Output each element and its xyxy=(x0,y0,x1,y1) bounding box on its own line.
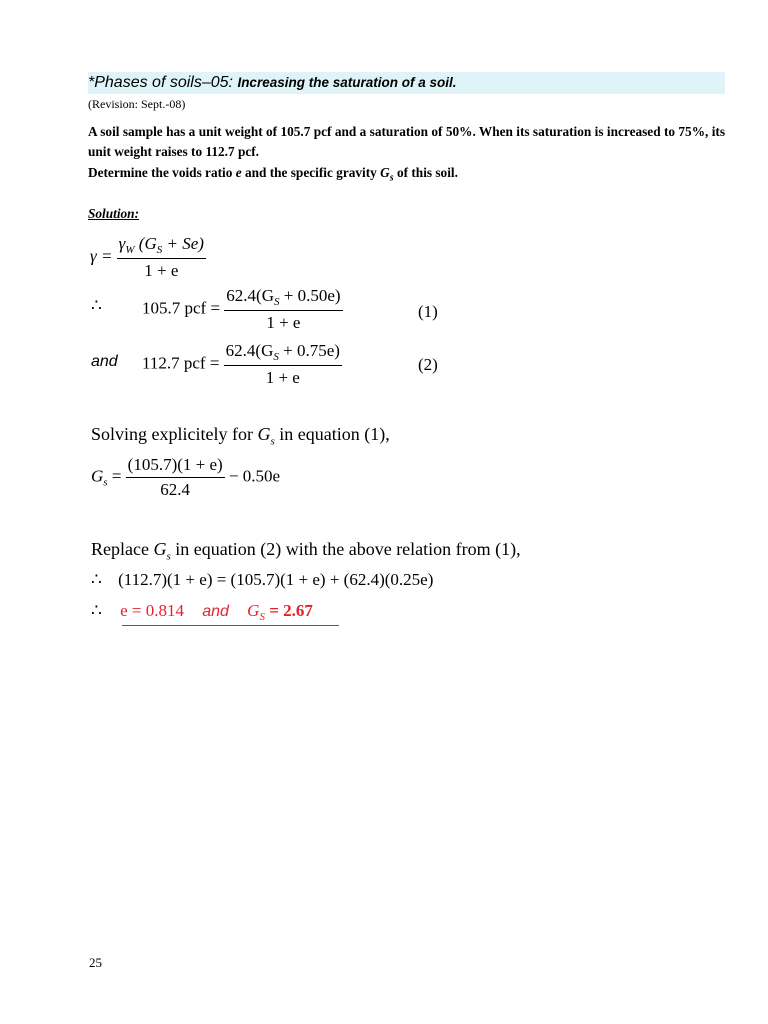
result-and: and xyxy=(202,603,229,620)
gs-fraction xyxy=(126,455,225,500)
eq0-numerator xyxy=(117,234,206,259)
replace-g: G xyxy=(153,539,167,559)
eq1-num-tail: + 0.50e) xyxy=(279,286,341,305)
eq0-gw-sub: W xyxy=(125,244,135,256)
eq0-gs-sub: S xyxy=(156,244,163,256)
result-e: e = 0.814 xyxy=(120,601,184,620)
equation-1-therefore: ∴ xyxy=(91,296,102,315)
eq1-denominator: 1 + e xyxy=(266,313,301,332)
replace-suffix: in equation (2) with the above relation from (1), xyxy=(170,539,521,559)
eq1-num-sub: S xyxy=(274,296,280,308)
determine-prefix: Determine the voids ratio xyxy=(88,165,236,180)
eq1-fraction xyxy=(224,286,342,333)
result-gs xyxy=(247,601,313,623)
eq0-fraction xyxy=(117,234,206,281)
unit-weight-equation xyxy=(90,234,206,281)
determine-middle: and the specific gravity xyxy=(241,165,381,180)
replace-therefore: ∴ xyxy=(91,570,102,589)
eq0-gw: γ xyxy=(118,234,126,253)
eq2-fraction xyxy=(224,341,342,388)
title-sub: Increasing the saturation of a soil. xyxy=(237,75,457,90)
replace-prefix: Replace xyxy=(91,539,154,559)
eq2-lhs: 112.7 pcf = xyxy=(142,353,220,373)
eq0-gs: (G xyxy=(134,234,157,253)
replace-g-sub: s xyxy=(166,550,171,563)
eq2-num: 62.4(G xyxy=(225,341,274,360)
solution-label: Solution: xyxy=(88,206,139,221)
eq1-numerator xyxy=(224,286,342,311)
replace-equation xyxy=(91,570,433,590)
gs-numerator: (105.7)(1 + e) xyxy=(126,455,225,478)
result-g-value: = 2.67 xyxy=(264,601,313,620)
solve-heading xyxy=(91,424,390,448)
result-therefore: ∴ xyxy=(91,601,102,620)
eq2-numerator xyxy=(224,341,342,366)
solve-g: G xyxy=(257,424,271,444)
eq2-num-tail: + 0.75e) xyxy=(278,341,340,360)
result-g-sub: S xyxy=(259,611,265,623)
eq0-tail: + Se) xyxy=(162,234,204,253)
title-main: *Phases of soils–05: xyxy=(88,74,233,91)
result-g: G xyxy=(247,601,260,620)
determine-statement xyxy=(88,165,458,184)
eq1-lhs: 105.7 pcf = xyxy=(142,298,221,318)
eq2-denominator: 1 + e xyxy=(265,368,300,387)
solve-suffix: in equation (1), xyxy=(274,424,390,444)
gs-eq: = xyxy=(107,466,122,486)
determine-e: e xyxy=(235,165,242,180)
gs-denominator: 62.4 xyxy=(160,480,191,499)
page-number: 25 xyxy=(89,955,102,970)
solve-g-sub: s xyxy=(270,435,275,448)
eq0-lhs: γ = xyxy=(90,246,113,266)
determine-suffix: of this soil. xyxy=(393,165,458,180)
solve-prefix: Solving explicitely for xyxy=(91,424,258,444)
equation-1-label: (1) xyxy=(418,302,438,321)
eq1-num: 62.4(G xyxy=(226,286,274,305)
determine-g: G xyxy=(380,165,390,180)
equation-2 xyxy=(142,341,342,388)
determine-g-sub: s xyxy=(389,172,394,184)
page-title xyxy=(88,72,725,94)
eq2-num-sub: S xyxy=(273,351,279,363)
gs-lhs-sub: s xyxy=(103,476,108,489)
result-line xyxy=(91,601,313,623)
gs-equation xyxy=(91,455,280,500)
eq0-denominator: 1 + e xyxy=(144,261,179,280)
equation-2-label: (2) xyxy=(418,355,438,374)
revision-note: (Revision: Sept.-08) xyxy=(88,97,186,111)
result-underline xyxy=(122,625,339,626)
replace-equation-text: (112.7)(1 + e) = (105.7)(1 + e) + (62.4)(0.25e) xyxy=(118,570,434,589)
equation-1 xyxy=(142,286,343,333)
gs-lhs: G xyxy=(91,466,104,486)
equation-2-and: and xyxy=(91,353,118,370)
problem-statement: A soil sample has a unit weight of 105.7 pcf and a saturation of 50%. When its saturation is increased to 75%, its unit weight raises to 112.7 pcf. xyxy=(88,124,725,159)
gs-tail: − 0.50e xyxy=(228,466,281,486)
replace-heading xyxy=(91,539,521,563)
